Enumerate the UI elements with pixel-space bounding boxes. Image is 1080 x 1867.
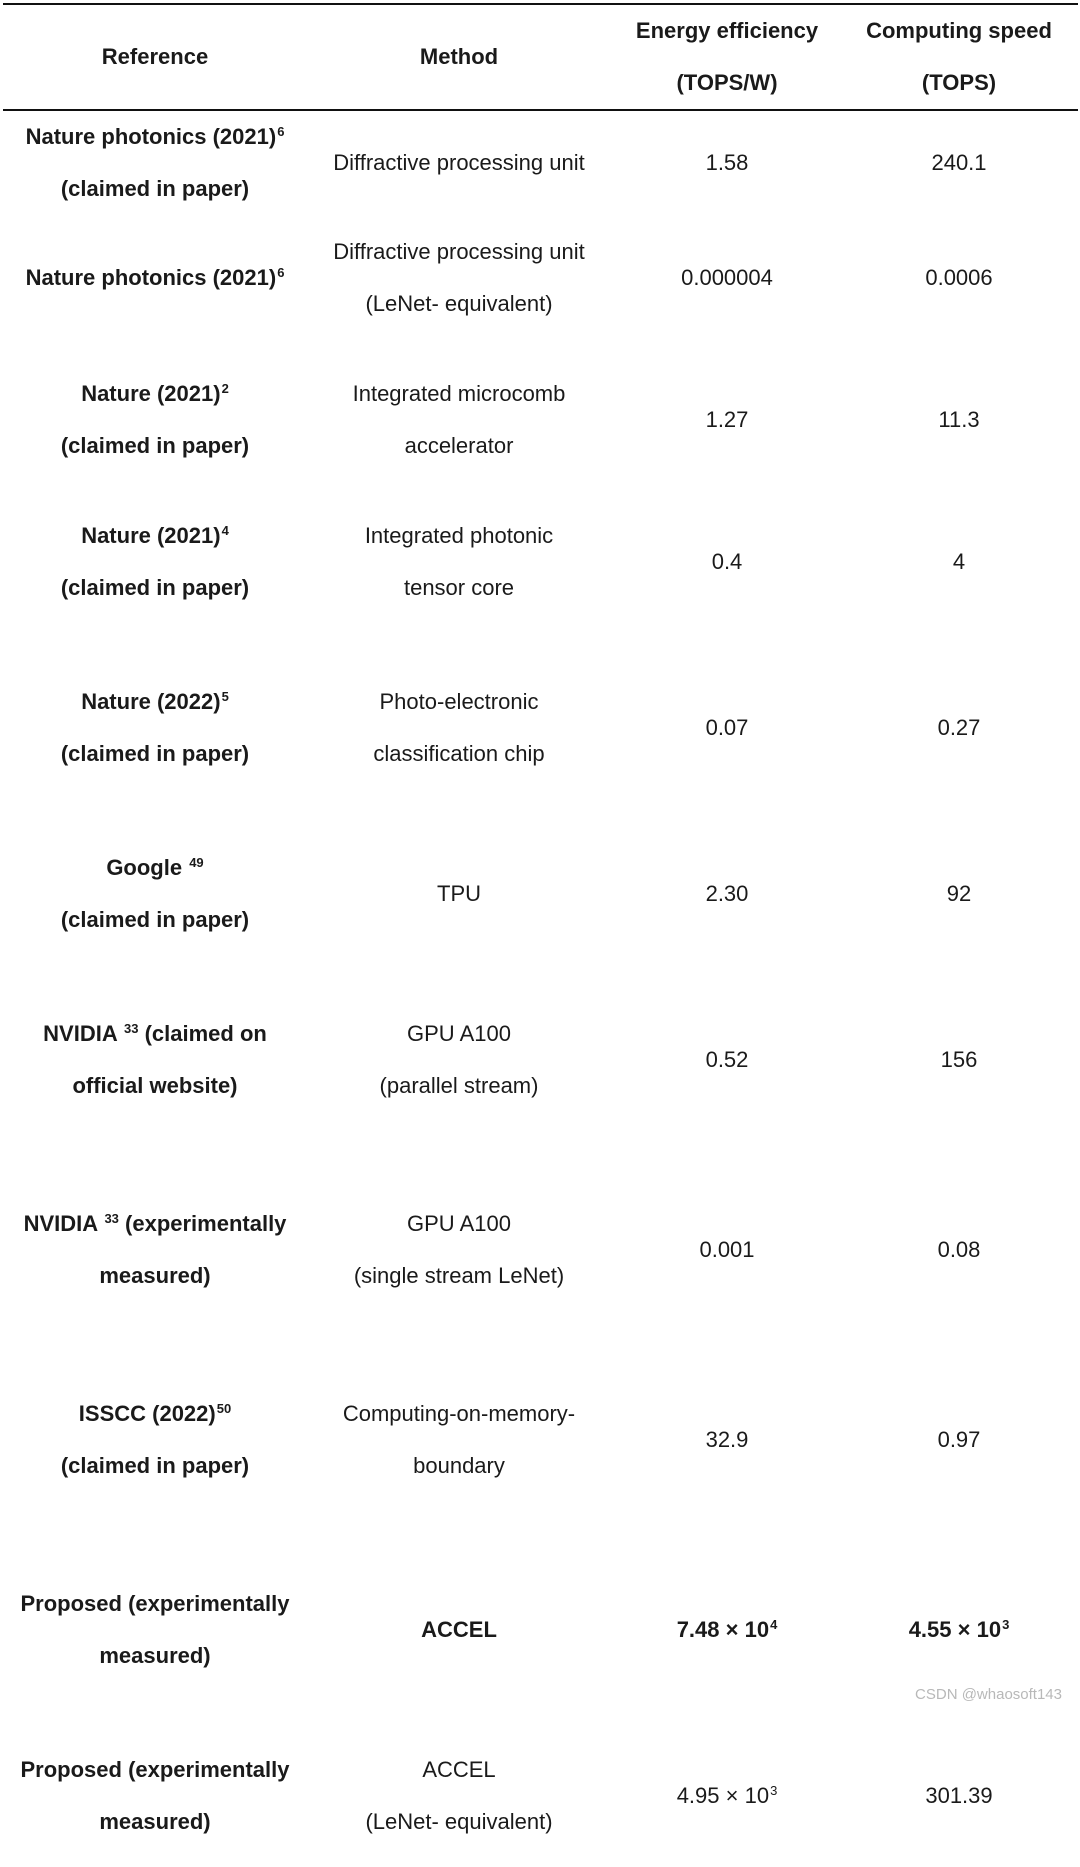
method-cell — [307, 965, 611, 1155]
header-speed-line2: (TOPS) — [921, 70, 997, 95]
method-line2: (LeNet- equivalent) — [365, 1809, 553, 1834]
reference-text: Proposed (experimentally — [20, 1591, 290, 1616]
computing-speed-cell — [843, 111, 1075, 215]
method-cell — [307, 111, 611, 215]
reference-line1 — [26, 252, 285, 304]
header-reference — [3, 5, 307, 109]
energy-efficiency-value — [706, 1414, 749, 1466]
computing-speed-value — [938, 1414, 981, 1466]
computing-speed-value — [938, 394, 979, 446]
reference-cell — [3, 1535, 307, 1725]
table-row — [3, 965, 1078, 1155]
reference-text: Nature (2021) — [81, 381, 221, 406]
method-line2: (parallel stream) — [379, 1073, 539, 1098]
energy-efficiency-number: 1.27 — [705, 407, 749, 432]
computing-speed-cell — [843, 823, 1075, 965]
method-cell — [307, 1345, 611, 1535]
table-row — [3, 823, 1078, 965]
reference-cell — [3, 349, 307, 491]
method-line1: Integrated photonic — [364, 523, 554, 548]
energy-efficiency-value — [706, 137, 749, 189]
energy-efficiency-cell — [611, 633, 843, 823]
energy-efficiency-number: 7.48 × 10 — [676, 1617, 770, 1642]
computing-speed-number: 0.27 — [937, 715, 981, 740]
reference-citation: 49 — [189, 855, 204, 870]
energy-efficiency-number: 32.9 — [705, 1427, 749, 1452]
energy-efficiency-value — [712, 536, 743, 588]
energy-efficiency-cell — [611, 1535, 843, 1725]
energy-efficiency-number: 2.30 — [705, 881, 749, 906]
energy-efficiency-value — [677, 1770, 778, 1822]
energy-efficiency-cell — [611, 965, 843, 1155]
computing-speed-cell — [843, 633, 1075, 823]
reference-line1 — [81, 676, 229, 728]
reference-line2: (claimed in paper) — [60, 1453, 250, 1478]
computing-speed-cell — [843, 1345, 1075, 1535]
energy-efficiency-number: 4.95 × 10 — [676, 1783, 770, 1808]
method-line2: (single stream LeNet) — [353, 1263, 565, 1288]
energy-efficiency-number: 0.4 — [711, 549, 743, 574]
reference-citation: 2 — [221, 381, 229, 396]
method-line1: TPU — [437, 881, 481, 906]
computing-speed-number: 4 — [952, 549, 966, 574]
reference-line2: measured) — [99, 1643, 211, 1668]
header-energy-line2: (TOPS/W) — [676, 70, 778, 95]
energy-efficiency-value — [706, 868, 749, 920]
table-row — [3, 1155, 1078, 1345]
computing-speed-cell — [843, 1725, 1075, 1867]
reference-line2: measured) — [99, 1263, 211, 1288]
energy-efficiency-exponent: 3 — [770, 1783, 778, 1798]
computing-speed-cell — [843, 965, 1075, 1155]
table-row — [3, 633, 1078, 823]
reference-citation: 4 — [221, 523, 229, 538]
method-line2: accelerator — [404, 433, 514, 458]
reference-text-tail: (experimentally — [118, 1211, 287, 1236]
reference-citation: 5 — [221, 689, 229, 704]
method-line2: (LeNet- equivalent) — [365, 291, 553, 316]
energy-efficiency-cell — [611, 1725, 843, 1867]
computing-speed-cell — [843, 349, 1075, 491]
energy-efficiency-value — [706, 394, 749, 446]
reference-text: Nature (2022) — [81, 689, 221, 714]
reference-text: Nature photonics (2021) — [25, 265, 277, 290]
energy-efficiency-cell — [611, 491, 843, 633]
computing-speed-number: 240.1 — [931, 150, 987, 175]
reference-text: NVIDIA — [23, 1211, 104, 1236]
computing-speed-exponent: 3 — [1002, 1617, 1010, 1632]
reference-cell — [3, 965, 307, 1155]
energy-efficiency-value — [706, 1034, 749, 1086]
reference-text: NVIDIA — [43, 1021, 124, 1046]
reference-line1 — [26, 111, 285, 163]
reference-citation: 33 — [124, 1021, 139, 1036]
watermark: CSDN @whaosoft143 — [915, 1686, 1062, 1703]
energy-efficiency-cell — [611, 207, 843, 349]
method-cell — [307, 633, 611, 823]
reference-line1 — [24, 1198, 287, 1250]
header-reference-label: Reference — [101, 44, 209, 69]
reference-citation: 6 — [277, 265, 285, 280]
computing-speed-value — [953, 536, 965, 588]
computing-speed-number: 156 — [940, 1047, 978, 1072]
method-line1: Computing-on-memory- — [342, 1401, 576, 1426]
method-line2: boundary — [413, 1453, 505, 1478]
computing-speed-value — [938, 1224, 981, 1276]
reference-cell — [3, 491, 307, 633]
reference-citation: 50 — [216, 1401, 232, 1416]
table-row — [3, 207, 1078, 349]
energy-efficiency-value — [706, 702, 749, 754]
energy-efficiency-exponent: 4 — [770, 1617, 778, 1632]
method-line1: GPU A100 — [407, 1211, 511, 1236]
computing-speed-cell — [843, 207, 1075, 349]
header-speed-line1: Computing speed — [866, 18, 1052, 43]
header-method-label: Method — [419, 44, 499, 69]
reference-cell — [3, 207, 307, 349]
reference-cell — [3, 633, 307, 823]
method-cell — [307, 207, 611, 349]
table-row — [3, 491, 1078, 633]
method-line1: GPU A100 — [407, 1021, 511, 1046]
table-row — [3, 1345, 1078, 1535]
table-row — [3, 349, 1078, 491]
reference-line1 — [21, 1744, 290, 1796]
energy-efficiency-value — [677, 1604, 778, 1656]
method-cell — [307, 1725, 611, 1867]
energy-efficiency-number: 0.001 — [699, 1237, 755, 1262]
reference-text: Google — [106, 855, 189, 880]
reference-text: ISSCC (2022) — [78, 1401, 216, 1426]
reference-line2: (claimed in paper) — [60, 907, 250, 932]
energy-efficiency-cell — [611, 349, 843, 491]
header-energy-line1: Energy efficiency — [635, 18, 819, 43]
computing-speed-value — [925, 252, 992, 304]
reference-line1 — [79, 1388, 231, 1440]
energy-efficiency-number: 0.000004 — [681, 265, 773, 290]
reference-line2: (claimed in paper) — [60, 741, 250, 766]
table-row — [3, 1725, 1078, 1867]
energy-efficiency-number: 0.07 — [705, 715, 749, 740]
energy-efficiency-value — [681, 252, 773, 304]
reference-cell — [3, 1345, 307, 1535]
reference-cell — [3, 823, 307, 965]
reference-text-tail: (claimed on — [138, 1021, 267, 1046]
computing-speed-number: 92 — [946, 881, 972, 906]
reference-line2: measured) — [99, 1809, 211, 1834]
reference-cell — [3, 111, 307, 215]
reference-citation: 33 — [104, 1211, 119, 1226]
reference-line2: (claimed in paper) — [60, 433, 250, 458]
header-method — [307, 5, 611, 109]
table-row — [3, 111, 1078, 207]
header-computing-speed — [843, 5, 1075, 109]
energy-efficiency-cell — [611, 1155, 843, 1345]
computing-speed-number: 0.08 — [937, 1237, 981, 1262]
computing-speed-number: 0.97 — [937, 1427, 981, 1452]
energy-efficiency-cell — [611, 111, 843, 215]
computing-speed-number: 0.0006 — [925, 265, 993, 290]
energy-efficiency-cell — [611, 823, 843, 965]
reference-line2: (claimed in paper) — [60, 575, 250, 600]
reference-citation: 6 — [277, 124, 285, 139]
method-line1: ACCEL — [421, 1617, 497, 1642]
reference-line1 — [43, 1008, 267, 1060]
energy-efficiency-value — [699, 1224, 754, 1276]
computing-speed-cell — [843, 491, 1075, 633]
computing-speed-value — [941, 1034, 978, 1086]
table-header-row — [3, 5, 1078, 109]
computing-speed-value — [931, 137, 986, 189]
reference-text: Nature (2021) — [81, 523, 221, 548]
method-cell — [307, 1155, 611, 1345]
method-cell — [307, 823, 611, 965]
method-line1: ACCEL — [422, 1757, 496, 1782]
computing-speed-value — [947, 868, 971, 920]
method-cell — [307, 1535, 611, 1725]
reference-line1 — [81, 368, 229, 420]
reference-line1 — [106, 842, 203, 894]
reference-cell — [3, 1155, 307, 1345]
computing-speed-number: 301.39 — [925, 1783, 993, 1808]
energy-efficiency-cell — [611, 1345, 843, 1535]
reference-cell — [3, 1725, 307, 1867]
header-energy-efficiency — [611, 5, 843, 109]
method-line1: Diffractive processing unit — [333, 239, 585, 264]
computing-speed-value — [925, 1770, 992, 1822]
method-line1: Photo-electronic — [379, 689, 539, 714]
method-line1: Integrated microcomb — [352, 381, 566, 406]
reference-text: Proposed (experimentally — [20, 1757, 290, 1782]
reference-line1 — [21, 1578, 290, 1630]
method-cell — [307, 491, 611, 633]
computing-speed-cell — [843, 1155, 1075, 1345]
reference-line2: official website) — [72, 1073, 238, 1098]
method-line2: classification chip — [373, 741, 545, 766]
method-cell — [307, 349, 611, 491]
computing-speed-value — [938, 702, 981, 754]
reference-line1 — [81, 510, 229, 562]
computing-speed-number: 4.55 × 10 — [908, 1617, 1002, 1642]
energy-efficiency-number: 0.52 — [705, 1047, 749, 1072]
method-line1: Diffractive processing unit — [333, 150, 585, 175]
computing-speed-value — [909, 1604, 1010, 1656]
reference-line2: (claimed in paper) — [60, 176, 250, 201]
energy-efficiency-number: 1.58 — [705, 150, 749, 175]
method-line2: tensor core — [403, 575, 515, 600]
computing-speed-number: 11.3 — [938, 407, 980, 432]
reference-text: Nature photonics (2021) — [25, 124, 277, 149]
